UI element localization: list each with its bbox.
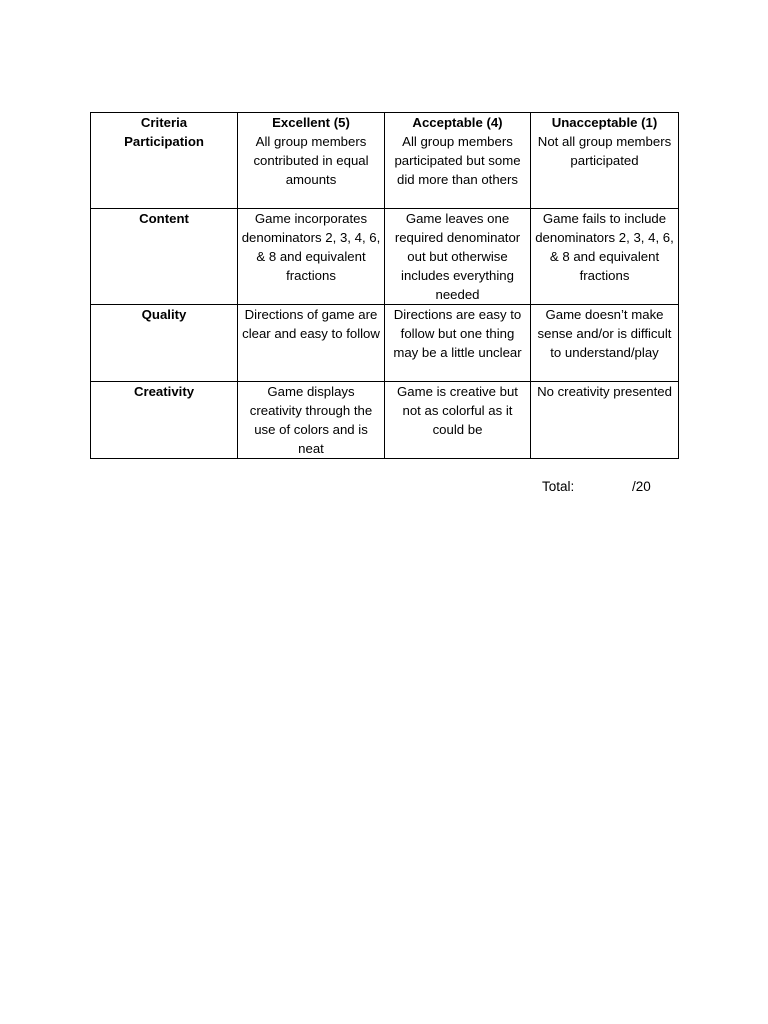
cell-excellent: Game displays creativity through the use of colors and is neat (238, 382, 385, 459)
criteria-participation: Participation (91, 132, 238, 209)
header-criteria: Criteria (91, 113, 238, 133)
table-row (91, 382, 679, 459)
cell-unacceptable: No creativity presented (531, 382, 679, 459)
table-row (91, 305, 679, 382)
criteria-quality: Quality (91, 305, 238, 382)
header-unacceptable: Unacceptable (1) (531, 113, 679, 133)
cell-excellent: Directions of game are clear and easy to follow (238, 305, 385, 382)
header-row (91, 113, 679, 133)
cell-acceptable: Directions are easy to follow but one thing may be a little unclear (385, 305, 531, 382)
cell-acceptable: Game leaves one required denominator out but otherwise includes everything needed (385, 209, 531, 305)
cell-unacceptable: Not all group members participated (531, 132, 679, 209)
rubric-table (90, 112, 679, 459)
table-row (91, 132, 679, 209)
header-excellent: Excellent (5) (238, 113, 385, 133)
cell-acceptable: Game is creative but not as colorful as it could be (385, 382, 531, 459)
header-acceptable: Acceptable (4) (385, 113, 531, 133)
total-label: Total: (542, 479, 575, 494)
cell-unacceptable: Game fails to include denominators 2, 3, 4, 6, & 8 and equivalent fractions (531, 209, 679, 305)
cell-excellent: All group members contributed in equal amounts (238, 132, 385, 209)
table-row (91, 209, 679, 305)
cell-excellent: Game incorporates denominators 2, 3, 4, 6, & 8 and equivalent fractions (238, 209, 385, 305)
total-value: /20 (632, 479, 651, 494)
cell-unacceptable: Game doesn’t make sense and/or is difficult to understand/play (531, 305, 679, 382)
cell-acceptable: All group members participated but some did more than others (385, 132, 531, 209)
criteria-content: Content (91, 209, 238, 305)
criteria-creativity: Creativity (91, 382, 238, 459)
total-score (542, 477, 651, 496)
